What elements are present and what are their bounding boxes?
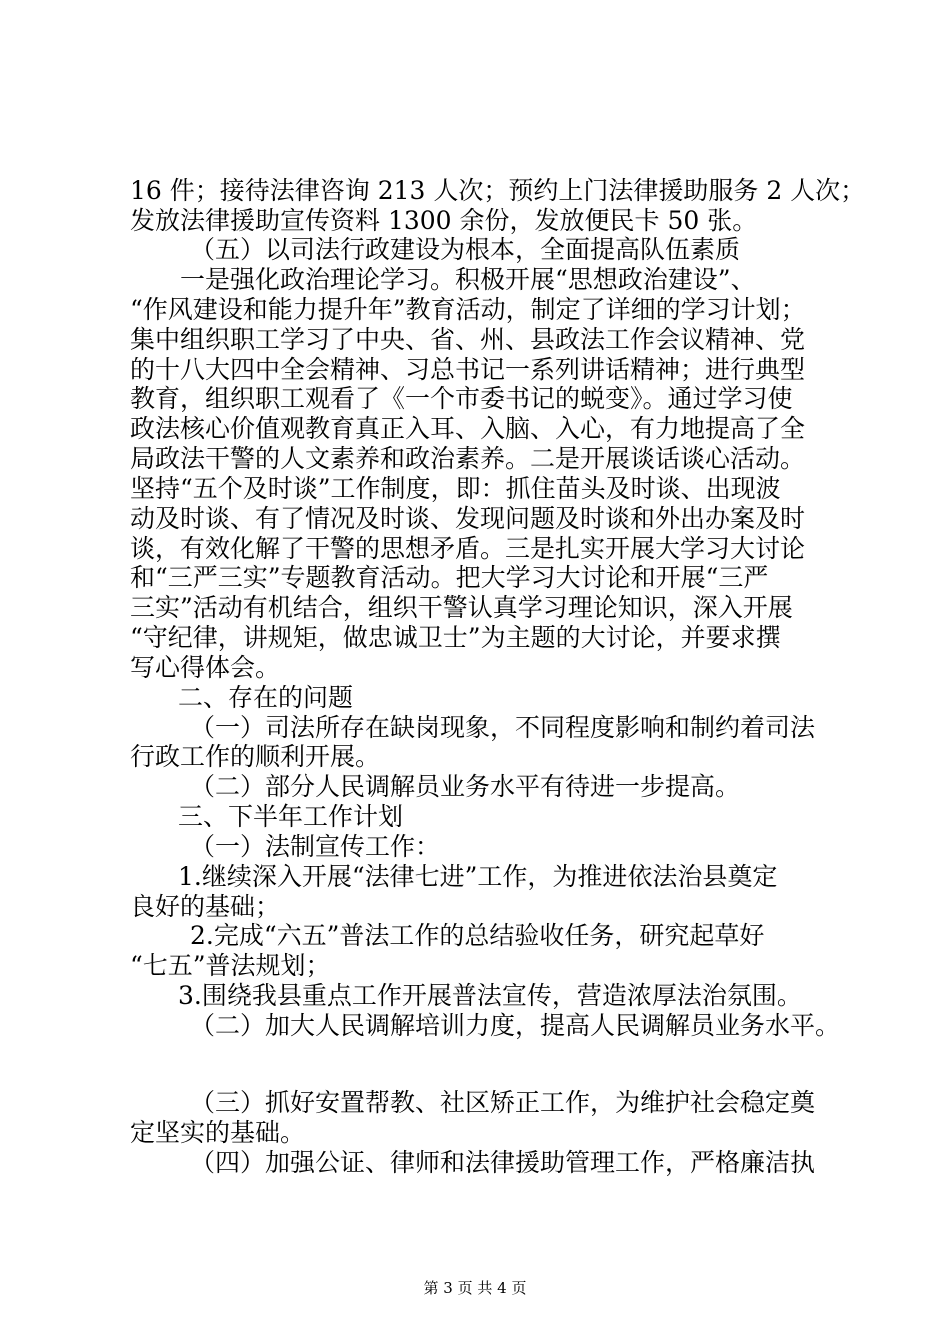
text-line-17: 写心得体会。	[130, 653, 281, 682]
text-line-10: 局政法干警的人文素养和政治素养。二是开展谈话谈心活动。	[130, 444, 806, 473]
text-line-14: 和“三严三实”专题教育活动。把大学习大讨论和开展“三严	[130, 563, 769, 592]
text-line-23: （一）法制宣传工作：	[190, 832, 441, 861]
text-line-9: 政法核心价值观教育真正入耳、入脑、入心，有力地提高了全	[130, 414, 806, 443]
text-line-16: “守纪律，讲规矩，做忠诚卫士”为主题的大讨论，并要求撰	[130, 623, 781, 652]
text-line-28: 3.围绕我县重点工作开展普法宣传，营造浓厚法治氛围。	[178, 981, 802, 1010]
text-line-26: 2.完成“六五”普法工作的总结验收任务，研究起草好	[190, 921, 765, 950]
text-line-27: “七五”普法规划；	[130, 951, 331, 980]
text-line-31: 定坚实的基础。	[130, 1118, 306, 1147]
text-line-7: 的十八大四中全会精神、习总书记一系列讲话精神；进行典型	[130, 355, 806, 384]
text-line-24: 1.继续深入开展“法律七进”工作，为推进依法治县奠定	[178, 862, 778, 891]
text-line-32: （四）加强公证、律师和法律援助管理工作，严格廉洁执	[190, 1148, 816, 1177]
text-line-3: （五）以司法行政建设为根本，全面提高队伍素质	[190, 235, 741, 264]
text-line-11: 坚持“五个及时谈”工作制度，即：抓住苗头及时谈、出现波	[130, 474, 781, 503]
text-line-21: （二）部分人民调解员业务水平有待进一步提高。	[190, 772, 741, 801]
text-line-8: 教育，组织职工观看了《一个市委书记的蜕变》。通过学习使	[130, 384, 793, 413]
text-line-29: （二）加大人民调解培训力度，提高人民调解员业务水平。	[190, 1011, 841, 1040]
text-line-20: 行政工作的顺利开展。	[130, 742, 381, 771]
text-line-30: （三）抓好安置帮教、社区矫正工作，为维护社会稳定奠	[190, 1088, 816, 1117]
text-line-19: （一）司法所存在缺岗现象，不同程度影响和制约着司法	[190, 713, 816, 742]
text-line-15: 三实”活动有机结合，组织干警认真学习理论知识，深入开展	[130, 593, 793, 622]
text-line-1: 16 件；接待法律咨询 213 人次；预约上门法律援助服务 2 人次；	[130, 176, 866, 205]
text-line-4: 一是强化政治理论学习。积极开展“思想政治建设”、	[180, 265, 756, 294]
text-line-5: “作风建设和能力提升年”教育活动，制定了详细的学习计划；	[130, 295, 806, 324]
text-line-25: 良好的基础；	[130, 892, 281, 921]
section-heading-plan: 三、下半年工作计划	[178, 802, 404, 831]
text-line-12: 动及时谈、有了情况及时谈、发现问题及时谈和外出办案及时	[130, 504, 806, 533]
text-line-2: 发放法律援助宣传资料 1300 余份，发放便民卡 50 张。	[130, 206, 758, 235]
text-line-6: 集中组织职工学习了中央、省、州、县政法工作会议精神、党	[130, 325, 806, 354]
section-heading-problems: 二、存在的问题	[178, 683, 354, 712]
text-line-13: 谈，有效化解了干警的思想矛盾。三是扎实开展大学习大讨论	[130, 534, 806, 563]
page-number-footer: 第 3 页 共 4 页	[423, 1279, 527, 1297]
